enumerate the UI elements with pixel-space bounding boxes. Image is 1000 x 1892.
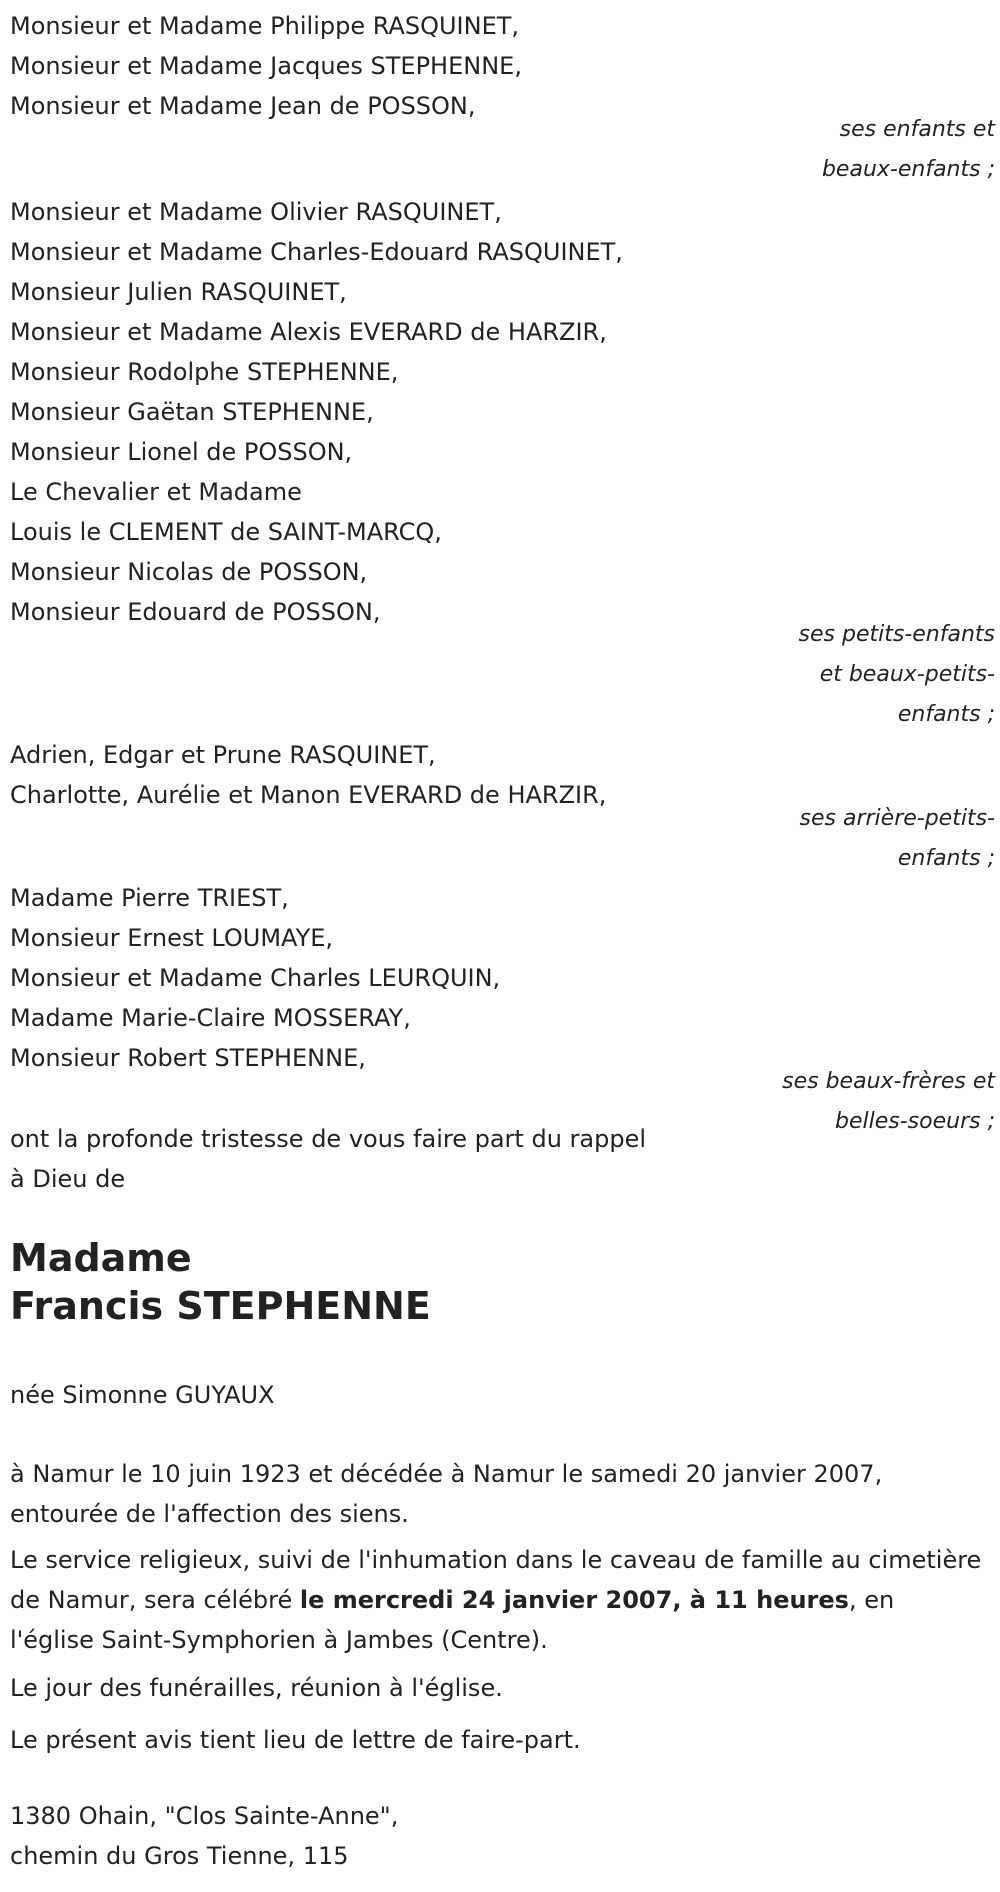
grandchildren-relation [799,615,995,735]
grandchildren-name: Monsieur Lionel de POSSON, [10,438,353,466]
relation-line: beaux-enfants ; [821,157,995,182]
great-grandchildren-relation [800,799,995,879]
service-text-before: Le service religieux, suivi de l'inhumation dans le caveau de famille au cimetière de Namur, sera célébré [10,1546,982,1614]
great-grandchildren-name: Charlotte, Aurélie et Manon EVERARD de HARZIR, [10,781,607,809]
service-text-after: , en l'église Saint-Symphorien à Jambes (Centre). [10,1586,895,1654]
in-laws-name: Monsieur et Madame Charles LEURQUIN, [10,964,501,992]
children-name: Monsieur et Madame Jacques STEPHENNE, [10,52,522,80]
grandchildren-name: Le Chevalier et Madame [10,478,302,506]
grandchildren-name: Monsieur Julien RASQUINET, [10,278,347,306]
grandchildren-name: Monsieur Rodolphe STEPHENNE, [10,358,399,386]
relation-line: enfants ; [897,846,995,871]
in-laws-name: Madame Marie-Claire MOSSERAY, [10,1004,411,1032]
deceased-title-line1: Madame [10,1236,192,1280]
relation-line: ses enfants et [839,117,995,142]
grandchildren-name: Monsieur Edouard de POSSON, [10,598,381,626]
address-line: chemin du Gros Tienne, 115 [10,1842,349,1870]
grandchildren-name: Monsieur Gaëtan STEPHENNE, [10,398,374,426]
children-name: Monsieur et Madame Jean de POSSON, [10,92,476,120]
great-grandchildren-name: Adrien, Edgar et Prune RASQUINET, [10,741,436,769]
relation-line: et beaux-petits- [819,662,995,687]
relation-line: ses arrière-petits- [799,806,995,831]
children-relation [822,110,995,190]
in-laws-name: Madame Pierre TRIEST, [10,884,289,912]
grandchildren-name: Louis le CLEMENT de SAINT-MARCQ, [10,518,442,546]
service-paragraph [10,1540,985,1660]
in-laws-name: Monsieur Robert STEPHENNE, [10,1044,366,1072]
in-laws-name: Monsieur Ernest LOUMAYE, [10,924,334,952]
relation-line: belles-soeurs ; [835,1109,995,1134]
grandchildren-name: Monsieur et Madame Olivier RASQUINET, [10,198,502,226]
relation-line: ses petits-enfants [798,622,995,647]
grandchildren-name: Monsieur Nicolas de POSSON, [10,558,368,586]
grandchildren-name: Monsieur et Madame Charles-Edouard RASQUINET, [10,238,623,266]
notice-paragraph: Le présent avis tient lieu de lettre de faire-part. [10,1726,581,1754]
maiden-name: née Simonne GUYAUX [10,1381,275,1409]
children-name: Monsieur et Madame Philippe RASQUINET, [10,12,520,40]
address-line: 1380 Ohain, "Clos Sainte-Anne", [10,1802,399,1830]
deceased-title-line2: Francis STEPHENNE [10,1284,431,1328]
relation-line: ses beaux-frères et [782,1069,995,1094]
relation-line: enfants ; [897,702,995,727]
reunion-paragraph: Le jour des funérailles, réunion à l'église. [10,1674,503,1702]
grandchildren-name: Monsieur et Madame Alexis EVERARD de HARZIR, [10,318,607,346]
in-laws-relation [782,1062,995,1142]
service-date: le mercredi 24 janvier 2007, à 11 heures [299,1586,849,1614]
birth-death-paragraph: à Namur le 10 juin 1923 et décédée à Namur le samedi 20 janvier 2007, entourée de l'affection des siens. [10,1460,883,1528]
announcement-line: à Dieu de [10,1165,126,1193]
announcement-line: ont la profonde tristesse de vous faire part du rappel [10,1125,647,1153]
